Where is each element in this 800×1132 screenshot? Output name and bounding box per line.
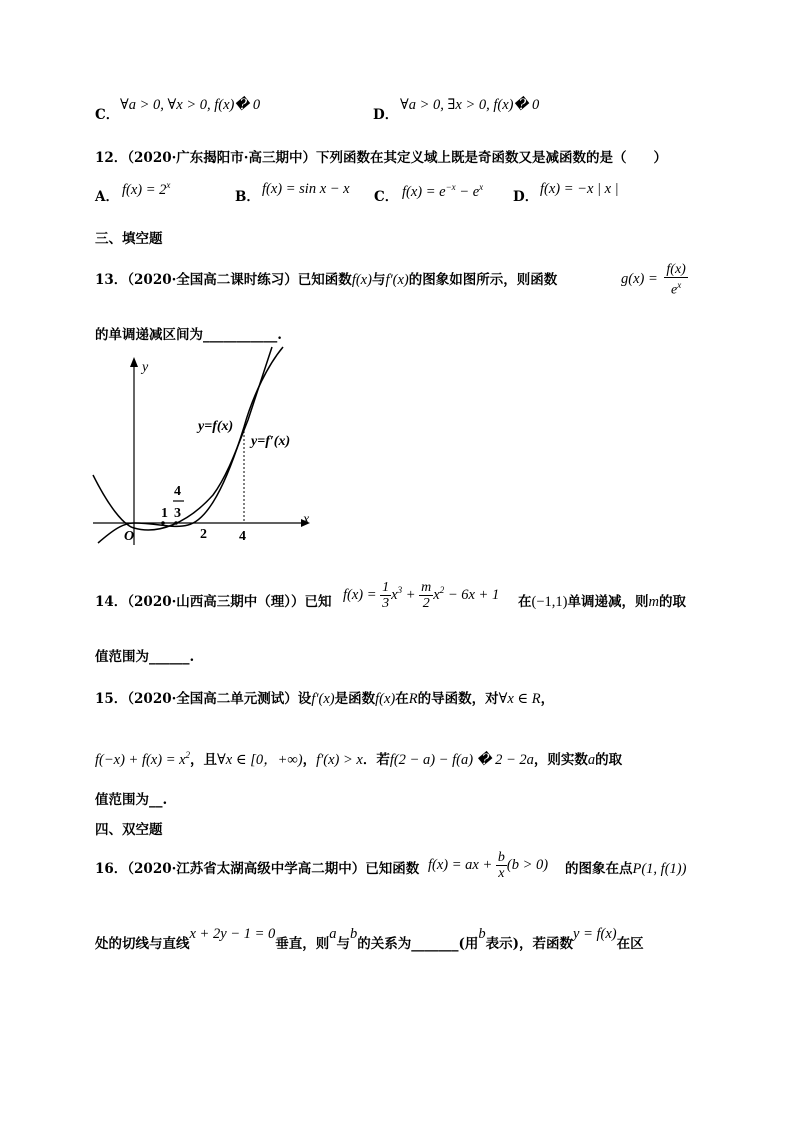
curve-f-prime (93, 347, 272, 530)
function-graph (88, 345, 318, 550)
q11-option-d-math: ∀a > 0, ∃x > 0, f(x)� 0 (400, 97, 540, 113)
q15-line2: $f(-x) + f(x) = x^2$，且∀x ∈ [0，+∞)，f′(x) > x．若f(2 − a) − f(a) � 2 − 2a，则实数a的取 (95, 750, 623, 768)
frac-denominator: 3 (174, 506, 181, 521)
q16-line2: 处的切线与直线x + 2y − 1 = 0垂直，则a与b的关系为_______(用b表示)，若函数y = f(x)在区 (95, 926, 644, 952)
q14-tail: 在(−1,1)单调递减，则m的取 (518, 594, 686, 610)
frac-numerator: 4 (174, 484, 181, 499)
q12-option-d-label: D． (513, 189, 539, 205)
section-heading-fill-in: 三、填空题 (95, 231, 163, 247)
q12-option-c-math: $f(x) = e^{-x} - e^x$ (402, 182, 484, 200)
q16-tail: 的图象在点P(1, f(1)) (565, 861, 687, 877)
y-axis-arrow (130, 357, 138, 367)
q11-option-d-label: D． (373, 107, 399, 123)
q15-line3: 值范围为__. (95, 792, 168, 808)
tick-2: 2 (200, 527, 207, 542)
label-f-prime: y=f′(x) (251, 434, 291, 449)
q12-option-a-label: A． (95, 189, 119, 205)
q11-option-c-label: C． (95, 107, 120, 123)
q16-function: f(x) = ax + $\frac{b}{x}$ (b > 0) (428, 850, 549, 881)
q15-stem: 15．（2020·全国高二单元测试）设f′(x)是函数f(x)在R的导函数，对∀x ∈ R， (95, 691, 555, 707)
q13-g-function: g(x) = $\frac{f(x)}{e^x}$ (621, 262, 686, 298)
q13-stem: 13．（2020·全国高二课时练习）已知函数f(x)与f′(x)的图象如图所示，则函数 (95, 272, 558, 288)
q12-option-a-math: $f(x) = 2^x$ (122, 180, 171, 198)
q12-option-b-label: B． (235, 189, 260, 205)
section-heading-double-blank: 四、双空题 (95, 822, 163, 838)
q16-stem: 16．（2020·江苏省太湖高级中学高二期中）已知函数 (95, 861, 420, 877)
label-f: y=f(x) (198, 419, 234, 434)
q11-option-c-math: ∀a > 0, ∀x > 0, f(x)� 0 (120, 97, 261, 113)
q14-stem: 14．（2020·山西高三期中（理））已知 (95, 594, 332, 610)
origin-label: O (124, 529, 135, 544)
q13-line2: 的单调递减区间为___________. (95, 327, 282, 343)
q12-option-b-math: f(x) = sin x − x (262, 181, 350, 197)
y-axis-label: y (142, 360, 149, 375)
x-axis-label: x (303, 512, 310, 527)
q14-line2: 值范围为______. (95, 649, 195, 665)
tick-4: 4 (239, 529, 246, 544)
tick-1: 1 (161, 506, 168, 521)
q12-option-d-math: f(x) = −x | x | (540, 181, 619, 197)
q14-function: f(x) = $\frac{1}{3}$ $x^3$ + $\frac{m}{2}$ $x^2 - 6x + 1$ (343, 580, 500, 611)
q12-stem: 12．（2020·广东揭阳市·高三期中）下列函数在其定义域上既是奇函数又是减函数的是（ ） (95, 150, 668, 166)
point-4-3 (174, 521, 178, 525)
q12-option-c-label: C． (374, 189, 399, 205)
point-1 (161, 521, 165, 525)
